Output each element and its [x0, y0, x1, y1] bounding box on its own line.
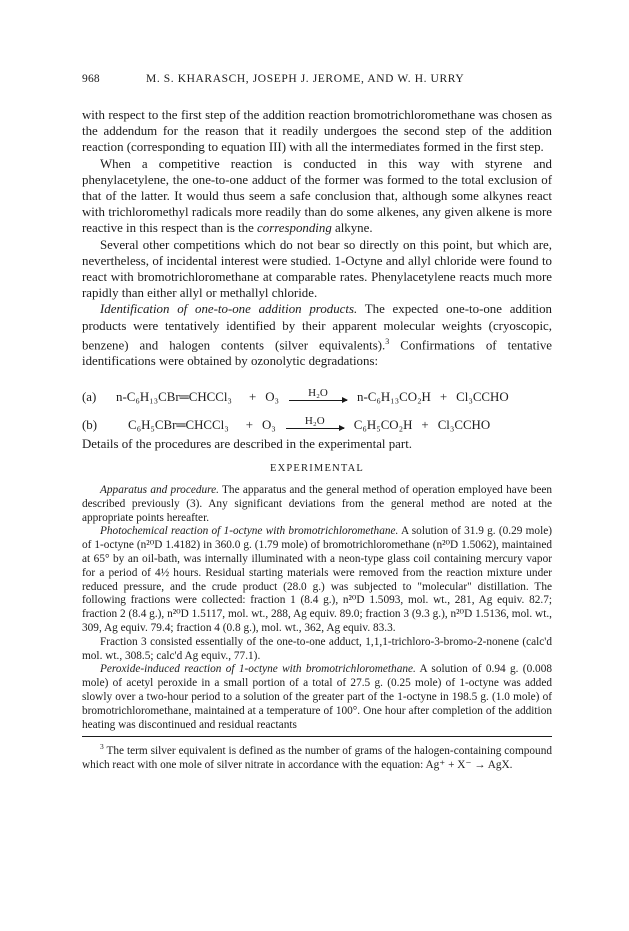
- paragraph-5: Details of the procedures are described in the experimental part.: [82, 436, 413, 451]
- section-heading: EXPERIMENTAL: [269, 462, 365, 474]
- equation-a: (a) n-C₆H₁₃CBr═CHCCl₃ + O₃ H₂O n-C₆H₁₃CO₂H + Cl₃CCHO: [82, 386, 509, 405]
- running-title: M. S. KHARASCH, JOSEPH J. JEROME, AND W. H. URRY: [146, 73, 465, 85]
- experimental-paragraph-4: Peroxide-induced reaction of 1-octyne with bromotrichloromethane. A solution of 0.94 g. (0.008 mole) of acetyl peroxide in a small portion of a total of 27.5 g. (0.25 mole) of 1-octyne was added slowly over a two-hour period to a solution of the greater part of the 1-octyne in 198.5 g. (1.0 mole) of bromotrichloromethane, maintained at a temperature of 100°. One hour after completion of the addition heating was discontinued and residual reactants: [82, 663, 552, 731]
- paragraph-3: Several other competitions which do not bear so directly on this point, but which are, nevertheless, of incidental interest were studied. 1-Octyne and allyl chloride were found to react with bromotrichloromethane at comparable rates. Phenylacetylene reacts much more rapidly than either allyl or methallyl chloride.: [82, 237, 552, 301]
- reaction-arrow: H₂O: [289, 388, 347, 406]
- experimental-paragraph-3: Fraction 3 consisted essentially of the one-to-one adduct, 1,1,1-trichloro-3-bromo-2-nonene (calc'd mol. wt., 308.5; calc'd Ag equiv., 77.1).: [82, 635, 552, 662]
- equation-b: (b) C₆H₅CBr═CHCCl₃ + O₃ H₂O C₆H₅CO₂H + Cl₃CCHO: [82, 414, 491, 433]
- footnote: $^3$ The term silver equivalent is defined as the number of grams of the halogen-containing compound which react with one mole of silver nitrate in accordance with the equation: Ag⁺ + X⁻ → AgX.: [82, 742, 552, 771]
- experimental-section: [82, 484, 552, 732]
- paragraph-4: Identification of one-to-one addition products. The expected one-to-one addition products were tentatively identified by their apparent molecular weights (cryoscopic, benzene) and halogen contents (silver equivalents).$^3$ Confirmations of tentative identifications were obtained by ozonolytic degradations:: [82, 302, 552, 369]
- reaction-arrow: H₂O: [286, 416, 344, 434]
- article-body: [82, 107, 552, 773]
- experimental-paragraph-1: Apparatus and procedure. The apparatus and the general method of operation employed have been described previously (3). Any significant deviations from the general method are noted at the appropriate points hereafter.: [82, 483, 552, 524]
- ozonolysis-equations: [82, 378, 552, 434]
- experimental-paragraph-2: Photochemical reaction of 1-octyne with bromotrichloromethane. A solution of 31.9 g. (0.29 mole) of 1-octyne (n²⁰D 1.4182) in 360.0 g. (1.79 mole) of bromotrichloromethane (n²⁰D 1.5062), maintained at 65° by an oil-bath, was internally illuminated with a neon-type glass coil containing mercury vapor for a period of 4½ hours. Residual starting materials were removed from the reaction mixture under reduced pressure, and the crude product (28.0 g.) was subjected to "molecular" distillation. The following fractions were collected: fraction 1 (8.4 g.), n²⁰D 1.5093, mol. wt., 281, Ag equiv. 82.7; fraction 2 (8.4 g.), n²⁰D 1.5117, mol. wt., 288, Ag equiv. 89.0; fraction 3 (9.3 g.), n²⁰D 1.5136, mol. wt., 309, Ag equiv. 79.4; fraction 4 (0.8 g.), mol. wt., 362, Ag equiv. 83.3.: [82, 525, 552, 634]
- footnote-divider: [82, 736, 552, 737]
- paragraph-2: When a competitive reaction is conducted in this way with styrene and phenylacetylene, the one-to-one adduct of the former was formed to the total exclusion of that of the latter. It would thus seem a safe conclusion that, although some alkynes react with trichloromethyl radicals more readily than do some alkenes, any given alkene is more reactive in this respect than is the corresponding alkyne.: [82, 156, 552, 236]
- page-number: 968: [82, 73, 100, 85]
- paragraph-1: with respect to the first step of the addition reaction bromotrichloromethane was chosen as the addendum for the reason that it readily undergoes the second step of the addition reaction (corresponding to equation III) with all the intermediates formed in the first step.: [82, 108, 552, 155]
